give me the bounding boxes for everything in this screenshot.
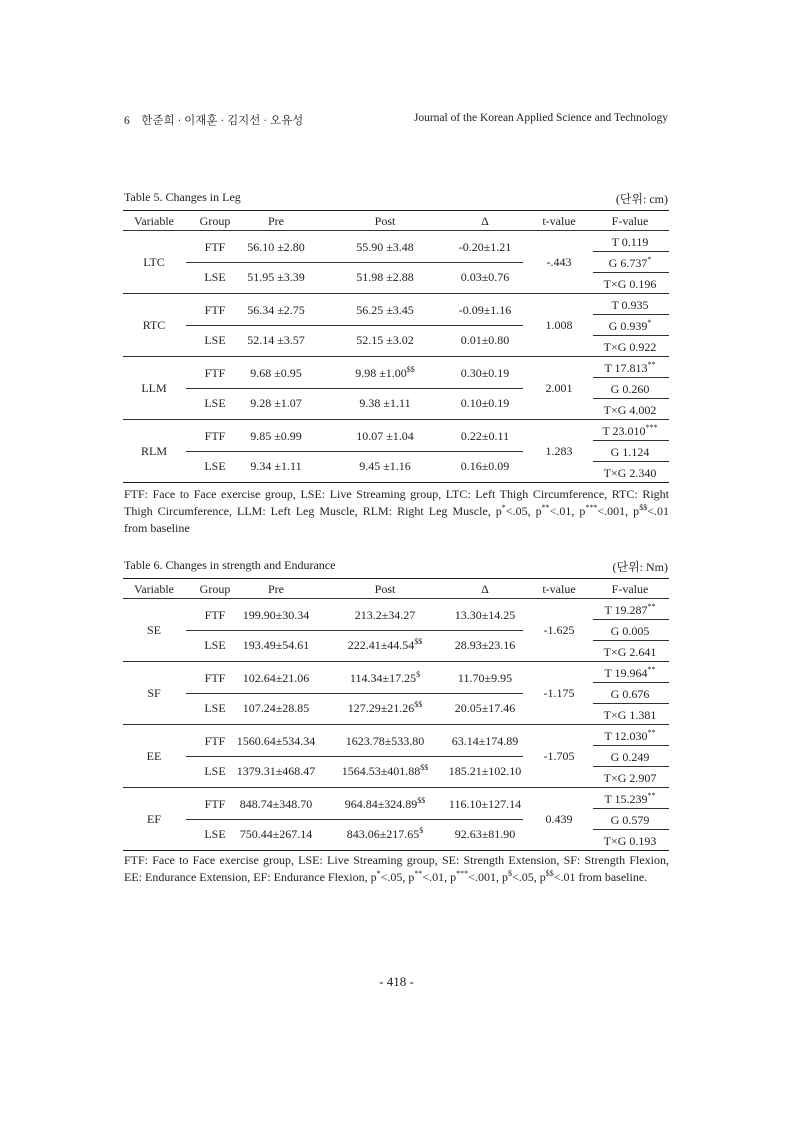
table5-post-cell: 56.25 ±3.45 bbox=[356, 302, 414, 317]
table5-post-cell: 9.98 ±1.00$$ bbox=[355, 364, 415, 380]
table5-delta-cell: 0.03±0.76 bbox=[460, 270, 510, 285]
table5-col-header: F-value bbox=[611, 214, 649, 228]
table5-col-header: Group bbox=[199, 214, 231, 228]
table6-fvalue-cell: T×G 2.907 bbox=[603, 770, 657, 785]
table6-group-cell: FTF bbox=[204, 796, 226, 811]
table5-group-cell: LSE bbox=[204, 459, 226, 474]
table5-variable-cell: RTC bbox=[142, 317, 166, 332]
table5-post-cell: 55.90 ±3.48 bbox=[356, 239, 414, 254]
table6-note-sup: $ bbox=[507, 869, 512, 878]
table5-fvalue-cell-sup: ** bbox=[647, 359, 656, 369]
table6-note-text: <.01 from baseline. bbox=[553, 870, 648, 884]
table5-post-cell: 52.15 ±3.02 bbox=[356, 333, 414, 348]
table6-delta-cell: 28.93±23.16 bbox=[454, 638, 516, 653]
table6-group-cell: LSE bbox=[204, 701, 226, 716]
table6-fvalue-cell: G 0.005 bbox=[610, 623, 650, 638]
table6-header-rule bbox=[123, 598, 669, 599]
table6-note-text: FTF: Face to Face exercise group, LSE: Live Streaming group, SE: Strength Extension, SF: Strength Flexion, EE: Endurance Extension, EF: Endurance Flexion, p bbox=[124, 853, 669, 884]
table5-col-header: Δ bbox=[481, 214, 489, 228]
table6-note-text: <.01, p bbox=[422, 870, 457, 884]
table6-fvalue-separator bbox=[593, 619, 669, 620]
table6-fvalue-separator bbox=[593, 808, 669, 809]
table5-delta-cell: 0.16±0.09 bbox=[460, 459, 510, 474]
table5-delta-cell: -0.20±1.21 bbox=[458, 239, 512, 254]
table6-group-separator bbox=[186, 819, 523, 820]
table6-fvalue-separator bbox=[593, 682, 669, 683]
table6-caption: Table 6. Changes in strength and Endurance bbox=[124, 558, 336, 572]
table6-delta-cell: 63.14±174.89 bbox=[451, 733, 519, 748]
table5-pre-cell: 9.68 ±0.95 bbox=[250, 365, 302, 380]
table5-delta-cell: 0.30±0.19 bbox=[460, 365, 510, 380]
header-journal: Journal of the Korean Applied Science and Technology bbox=[413, 112, 668, 124]
table6-block-rule bbox=[123, 724, 669, 725]
table5-caption: Table 5. Changes in Leg bbox=[124, 190, 241, 204]
table5-fvalue-cell: T×G 0.196 bbox=[603, 276, 657, 291]
table6-group-cell: LSE bbox=[204, 827, 226, 842]
table5-fvalue-cell: T 23.010*** bbox=[602, 422, 658, 438]
table6-fvalue-cell-sup: ** bbox=[647, 664, 656, 674]
table5-pre-cell: 56.34 ±2.75 bbox=[247, 302, 305, 317]
table5-unit: (단위: cm) bbox=[615, 192, 668, 206]
table6-fvalue-cell: G 0.676 bbox=[610, 686, 650, 701]
table6-col-header: Variable bbox=[134, 582, 174, 596]
table5-note-sup: $$ bbox=[639, 503, 648, 512]
table6-pre-cell: 199.90±30.34 bbox=[242, 607, 310, 622]
table5-col-header: Variable bbox=[134, 214, 174, 228]
table5-group-cell: FTF bbox=[204, 302, 226, 317]
table5-fvalue-cell: G 1.124 bbox=[610, 444, 650, 459]
table6-fvalue-cell: G 0.579 bbox=[610, 812, 650, 827]
table5-pre-cell: 9.34 ±1.11 bbox=[250, 459, 302, 474]
table5-fvalue-separator bbox=[593, 440, 669, 441]
table5-col-header: Pre bbox=[268, 214, 284, 228]
header-authors: 한준희 · 이재훈 · 김지선 · 오유성 bbox=[141, 115, 304, 127]
page-number-footer: - 418 - bbox=[379, 974, 414, 989]
table6-note-sup: ** bbox=[414, 869, 423, 878]
table6-group-cell: FTF bbox=[204, 670, 226, 685]
table6-note-text: <.05, p bbox=[380, 870, 415, 884]
table6-delta-cell: 13.30±14.25 bbox=[454, 607, 516, 622]
table6-post-cell: 1623.78±533.80 bbox=[345, 733, 425, 748]
table5-group-separator bbox=[186, 451, 523, 452]
table5-fvalue-cell: T×G 2.340 bbox=[603, 465, 657, 480]
table5-delta-cell: 0.10±0.19 bbox=[460, 396, 510, 411]
table6-post-cell: 1564.53±401.88$$ bbox=[341, 763, 429, 779]
table5-fvalue-cell: T 0.119 bbox=[611, 234, 649, 249]
table6 bbox=[123, 578, 669, 852]
table6-fvalue-separator bbox=[593, 766, 669, 767]
table5-tvalue-cell: 1.283 bbox=[545, 443, 573, 458]
table6-fvalue-cell-sup: ** bbox=[647, 790, 656, 800]
table6-delta-cell: 20.05±17.46 bbox=[454, 701, 516, 716]
table5-block-rule bbox=[123, 419, 669, 420]
table5-group-separator bbox=[186, 388, 523, 389]
table6-post-cell-sup: $ bbox=[416, 669, 421, 679]
table5-variable-cell: LTC bbox=[143, 254, 165, 269]
table5-note-sup: * bbox=[501, 503, 506, 512]
table6-variable-cell: SF bbox=[147, 685, 161, 700]
table6-post-cell-sup: $$ bbox=[414, 637, 423, 647]
table6-group-cell: LSE bbox=[204, 638, 226, 653]
table5-fvalue-cell-sup: * bbox=[647, 317, 652, 327]
table6-note-text: <.05, p bbox=[511, 870, 546, 884]
table6-note-sup: $$ bbox=[545, 869, 554, 878]
table6-fvalue-cell: T 15.239** bbox=[604, 790, 656, 806]
table5-note bbox=[124, 486, 669, 537]
table5-fvalue-cell: T×G 0.922 bbox=[603, 339, 657, 354]
table5-pre-cell: 56.10 ±2.80 bbox=[247, 239, 305, 254]
table5-delta-cell: 0.22±0.11 bbox=[460, 428, 510, 443]
table6-group-cell: FTF bbox=[204, 607, 226, 622]
table6-pre-cell: 750.44±267.14 bbox=[239, 827, 313, 842]
table5-fvalue-cell-sup: *** bbox=[645, 422, 658, 432]
table6-group-cell: FTF bbox=[204, 733, 226, 748]
table6-delta-cell: 11.70±9.95 bbox=[457, 670, 513, 685]
table5-note-text: <.05, p bbox=[505, 504, 542, 518]
table6-bottom-rule bbox=[123, 850, 669, 851]
table5-col-header: Post bbox=[374, 214, 396, 228]
table6-post-cell-sup: $$ bbox=[417, 795, 426, 805]
table6-block-rule bbox=[123, 661, 669, 662]
table6-variable-cell: SE bbox=[146, 622, 161, 637]
table6-group-separator bbox=[186, 756, 523, 757]
table5-pre-cell: 9.85 ±0.99 bbox=[250, 428, 302, 443]
table6-fvalue-cell: T×G 2.641 bbox=[603, 644, 657, 659]
table6-col-header: Δ bbox=[481, 582, 489, 596]
table6-post-cell: 222.41±44.54$$ bbox=[347, 637, 423, 653]
table6-note bbox=[124, 852, 669, 886]
table5-fvalue-cell: G 6.737* bbox=[608, 254, 652, 270]
table6-post-cell: 213.2±34.27 bbox=[354, 607, 416, 622]
table6-post-cell-sup: $$ bbox=[414, 700, 423, 710]
table6-delta-cell: 185.21±102.10 bbox=[448, 764, 522, 779]
table6-col-header: Group bbox=[199, 582, 231, 596]
table6-unit: (단위: Nm) bbox=[612, 560, 668, 574]
table6-post-cell: 843.06±217.65$ bbox=[346, 826, 424, 842]
table5-group-cell: FTF bbox=[204, 365, 226, 380]
table6-post-cell: 964.84±324.89$$ bbox=[344, 795, 426, 811]
table6-pre-cell: 1560.64±534.34 bbox=[236, 733, 316, 748]
table5-fvalue-separator bbox=[593, 398, 669, 399]
table5-fvalue-cell: G 0.260 bbox=[610, 381, 650, 396]
table6-note-sup: * bbox=[376, 869, 381, 878]
table5-fvalue-cell: T×G 4.002 bbox=[603, 402, 657, 417]
table6-col-header: t-value bbox=[542, 582, 576, 596]
table5 bbox=[123, 210, 669, 484]
table5-fvalue-separator bbox=[593, 335, 669, 336]
table5-tvalue-cell: 2.001 bbox=[545, 380, 573, 395]
table6-fvalue-separator bbox=[593, 703, 669, 704]
table6-fvalue-cell: G 0.249 bbox=[610, 749, 650, 764]
table5-col-header: t-value bbox=[542, 214, 576, 228]
table5-group-separator bbox=[186, 262, 523, 263]
table5-post-cell-sup: $$ bbox=[406, 364, 415, 374]
table6-fvalue-cell-sup: ** bbox=[647, 601, 656, 611]
table6-variable-cell: EE bbox=[146, 748, 162, 763]
table6-pre-cell: 848.74±348.70 bbox=[239, 796, 313, 811]
table6-post-cell-sup: $$ bbox=[420, 763, 429, 773]
table6-pre-cell: 102.64±21.06 bbox=[242, 670, 310, 685]
table5-post-cell: 9.38 ±1.11 bbox=[359, 396, 411, 411]
table5-note-sup: *** bbox=[585, 503, 598, 512]
table6-tvalue-cell: 0.439 bbox=[545, 811, 573, 826]
table6-fvalue-cell: T 12.030** bbox=[604, 727, 656, 743]
table5-top-rule bbox=[123, 210, 669, 211]
table5-fvalue-separator bbox=[593, 377, 669, 378]
table5-block-rule bbox=[123, 293, 669, 294]
table6-col-header: Pre bbox=[268, 582, 284, 596]
table6-col-header: Post bbox=[374, 582, 396, 596]
table5-bottom-rule bbox=[123, 482, 669, 483]
table6-fvalue-cell: T×G 1.381 bbox=[603, 707, 657, 722]
table6-group-cell: LSE bbox=[204, 764, 226, 779]
table5-variable-cell: RLM bbox=[140, 443, 167, 458]
table6-post-cell: 114.34±17.25$ bbox=[349, 669, 421, 685]
table5-post-cell: 10.07 ±1.04 bbox=[356, 428, 414, 443]
table6-fvalue-separator bbox=[593, 640, 669, 641]
table5-post-cell: 51.98 ±2.88 bbox=[356, 270, 414, 285]
table5-variable-cell: LLM bbox=[141, 380, 167, 395]
table5-pre-cell: 9.28 ±1.07 bbox=[250, 396, 302, 411]
table6-tvalue-cell: -1.175 bbox=[543, 685, 575, 700]
table5-group-cell: FTF bbox=[204, 428, 226, 443]
table5-fvalue-separator bbox=[593, 251, 669, 252]
table6-pre-cell: 1379.31±468.47 bbox=[236, 764, 316, 779]
table5-note-text: <.01, p bbox=[549, 504, 586, 518]
table5-tvalue-cell: -.443 bbox=[546, 254, 572, 269]
table5-pre-cell: 51.95 ±3.39 bbox=[247, 270, 305, 285]
table6-group-separator bbox=[186, 630, 523, 631]
table6-col-header: F-value bbox=[611, 582, 649, 596]
table5-note-text: <.001, p bbox=[597, 504, 640, 518]
table6-delta-cell: 116.10±127.14 bbox=[448, 796, 522, 811]
table6-fvalue-cell-sup: ** bbox=[647, 727, 656, 737]
table5-group-cell: FTF bbox=[204, 239, 226, 254]
table6-post-cell-sup: $ bbox=[419, 826, 424, 836]
table6-delta-cell: 92.63±81.90 bbox=[454, 827, 516, 842]
table5-fvalue-separator bbox=[593, 272, 669, 273]
table6-block-rule bbox=[123, 787, 669, 788]
table5-delta-cell: -0.09±1.16 bbox=[458, 302, 512, 317]
table6-group-separator bbox=[186, 693, 523, 694]
table5-fvalue-cell: T 0.935 bbox=[611, 297, 649, 312]
table5-note-text: <.01 from baseline bbox=[124, 504, 669, 535]
table6-post-cell: 127.29±21.26$$ bbox=[347, 700, 423, 716]
table5-delta-cell: 0.01±0.80 bbox=[460, 333, 510, 348]
table6-fvalue-cell: T 19.964** bbox=[604, 664, 656, 680]
table5-fvalue-cell-sup: * bbox=[647, 254, 652, 264]
table6-fvalue-cell: T×G 0.193 bbox=[603, 833, 657, 848]
table5-fvalue-separator bbox=[593, 314, 669, 315]
table5-pre-cell: 52.14 ±3.57 bbox=[247, 333, 305, 348]
table5-block-rule bbox=[123, 356, 669, 357]
table6-fvalue-separator bbox=[593, 745, 669, 746]
table5-post-cell: 9.45 ±1.16 bbox=[359, 459, 411, 474]
table5-note-sup: ** bbox=[541, 503, 550, 512]
table6-tvalue-cell: -1.625 bbox=[543, 622, 575, 637]
table6-top-rule bbox=[123, 578, 669, 579]
table5-tvalue-cell: 1.008 bbox=[545, 317, 573, 332]
table5-note-text: FTF: Face to Face exercise group, LSE: Live Streaming group, LTC: Left Thigh Circumference, RTC: Right Thigh Circumference, LLM: Left Leg Muscle, RLM: Right Leg Muscle, p bbox=[124, 487, 669, 518]
table6-pre-cell: 107.24±28.85 bbox=[242, 701, 310, 716]
table6-note-text: <.001, p bbox=[468, 870, 508, 884]
table6-variable-cell: EF bbox=[146, 811, 161, 826]
table6-pre-cell: 193.49±54.61 bbox=[242, 638, 310, 653]
header-left bbox=[124, 112, 303, 128]
table6-tvalue-cell: -1.705 bbox=[543, 748, 575, 763]
table5-fvalue-separator bbox=[593, 461, 669, 462]
table5-group-cell: LSE bbox=[204, 333, 226, 348]
table6-fvalue-cell: T 19.287** bbox=[604, 601, 656, 617]
table5-group-separator bbox=[186, 325, 523, 326]
table5-header-rule bbox=[123, 230, 669, 231]
table5-group-cell: LSE bbox=[204, 270, 226, 285]
table5-fvalue-cell: G 0.939* bbox=[608, 317, 652, 333]
table6-note-sup: *** bbox=[456, 869, 469, 878]
table5-group-cell: LSE bbox=[204, 396, 226, 411]
header-page-number: 6 bbox=[124, 115, 130, 127]
table5-fvalue-cell: T 17.813** bbox=[604, 359, 656, 375]
table6-fvalue-separator bbox=[593, 829, 669, 830]
